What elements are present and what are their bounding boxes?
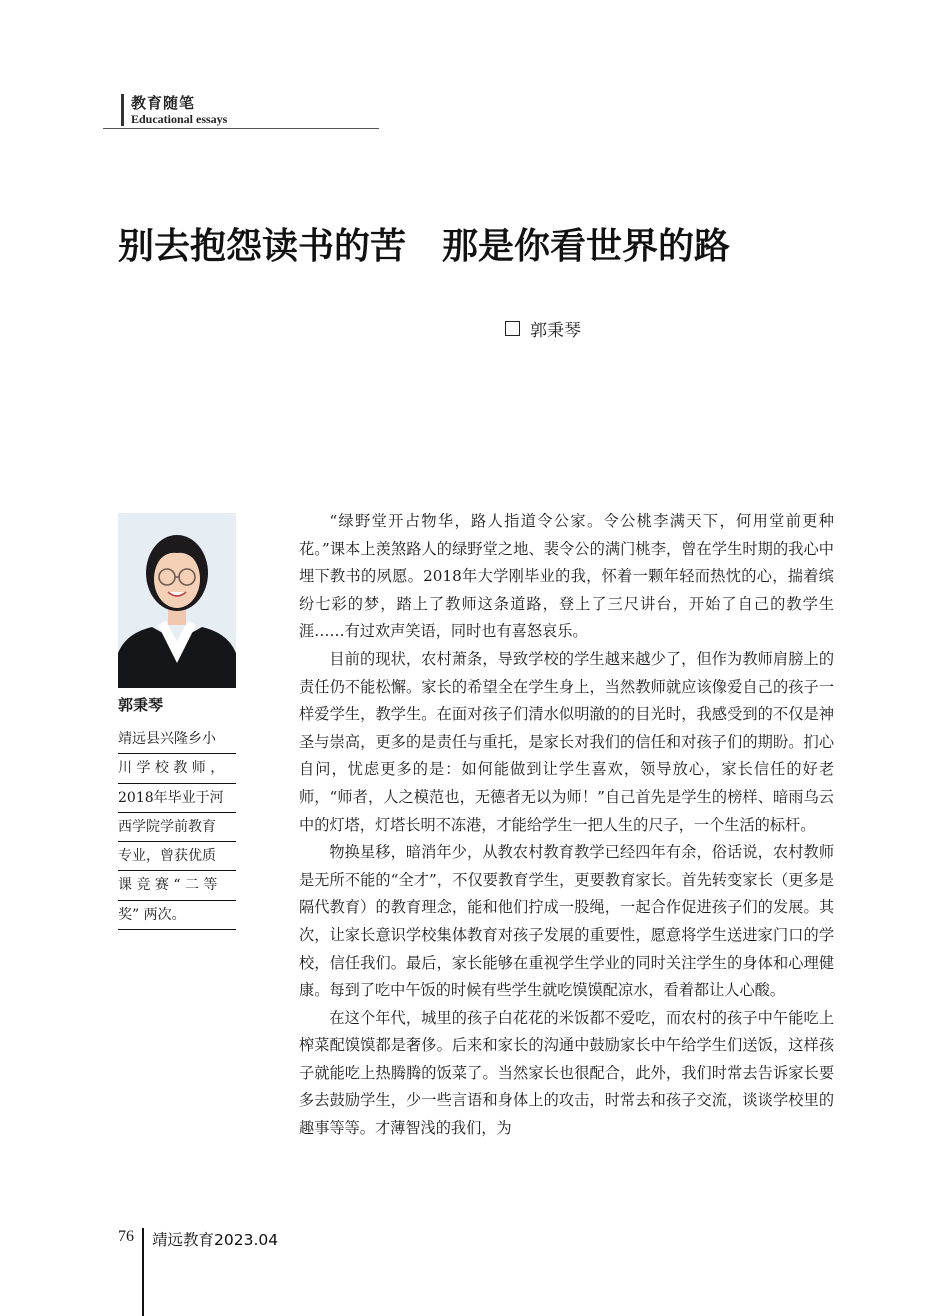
bio-line: 2018年毕业于河 (118, 784, 236, 813)
author-photo (118, 513, 236, 688)
body-paragraph: 物换星移，暗消年少，从教农村教育教学已经四年有余，俗话说，农村教师是无所不能的“全才”，不仅要教育学生，更要教育家长。首先转变家长（更多是隔代教育）的教育理念，能和他们拧成一股绳，一起合作促进孩子们的发展。其次，让家长意识学校集体教育对孩子发展的重要性，愿意将学生送进家门口的学校，信任我们。最后，家长能够在重视学生学业的同时关注学生的身体和心理健康。每到了吃中午饭的时候有些学生就吃馍馍配凉水，看着都让人心酸。 (299, 843, 834, 1000)
article-title: 别去抱怨读书的苦 那是你看世界的路 (118, 225, 731, 267)
header-accent-bar (121, 94, 124, 126)
bio-line: 川 学 校 教 师 ， (118, 754, 236, 783)
section-header (103, 92, 379, 132)
journal-name: 靖远教育2023.04 (152, 1231, 279, 1249)
body-paragraph: 目前的现状，农村萧条，导致学校的学生越来越少了，但作为教师肩膀上的责任仍不能松懈。家长的希望全在学生身上，当然教师就应该像爱自己的孩子一样爱学生，教学生。在面对孩子们清水似明澈的的目光时，我感受到的不仅是神圣与崇高，更多的是责任与重托，是家长对我们的信任和对孩子们的期盼。扪心自问，忧虑更多的是：如何能做到让学生喜欢，领导放心，家长信任的好老师，“师者，人之模范也，无德者无以为师！”自己首先是学生的榜样、暗雨乌云中的灯塔，灯塔长明不冻港，才能给学生一把人生的尺子，一个生活的标杆。 (299, 649, 834, 834)
header-rule (103, 128, 379, 129)
bio-line: 奖” 两次。 (118, 901, 236, 930)
portrait-image (118, 513, 236, 688)
body-paragraph: “绿野堂开占物华，路人指道令公家。令公桃李满天下，何用堂前更种花。”课本上羡煞路人的绿野堂之地、裴令公的满门桃李，曾在学生时期的我心中埋下教书的夙愿。2018年大学刚毕业的我，怀着一颗年轻而热忱的心，揣着缤纷七彩的梦，踏上了教师这条道路，登上了三尺讲台，开始了自己的教学生涯……有过欢声笑语，同时也有喜怒哀乐。 (299, 512, 834, 641)
page-number: 76 (118, 1228, 134, 1245)
section-title-cn: 教育随笔 (131, 94, 196, 112)
section-title-en: Educational essays (131, 112, 228, 126)
body-paragraph: 在这个年代，城里的孩子白花花的米饭都不爱吃，而农村的孩子中午能吃上榨菜配馍馍都是奢侈。后来和家长的沟通中鼓励家长中午给学生们送饭，这样孩子就能吃上热腾腾的饭菜了。当然家长也很配合，此外，我们时常去告诉家长要多去鼓励学生，少一些言语和身体上的攻击，时常去和孩子交流，谈谈学校里的趣事等等。才薄智浅的我们，为 (299, 1008, 834, 1138)
author-bio (118, 694, 236, 930)
square-box-icon (505, 321, 520, 336)
bio-line: 课 竞 赛 “ 二 等 (118, 871, 236, 900)
bio-line: 靖远县兴隆乡小 (118, 725, 236, 754)
footer-divider (142, 1228, 144, 1316)
bio-name: 郭秉琴 (118, 696, 164, 714)
footer (118, 1228, 140, 1246)
byline (505, 316, 581, 341)
bio-line: 西学院学前教育 (118, 813, 236, 842)
author-name: 郭秉琴 (530, 321, 581, 341)
article-body (299, 508, 834, 1143)
bio-line: 专业，曾获优质 (118, 842, 236, 871)
